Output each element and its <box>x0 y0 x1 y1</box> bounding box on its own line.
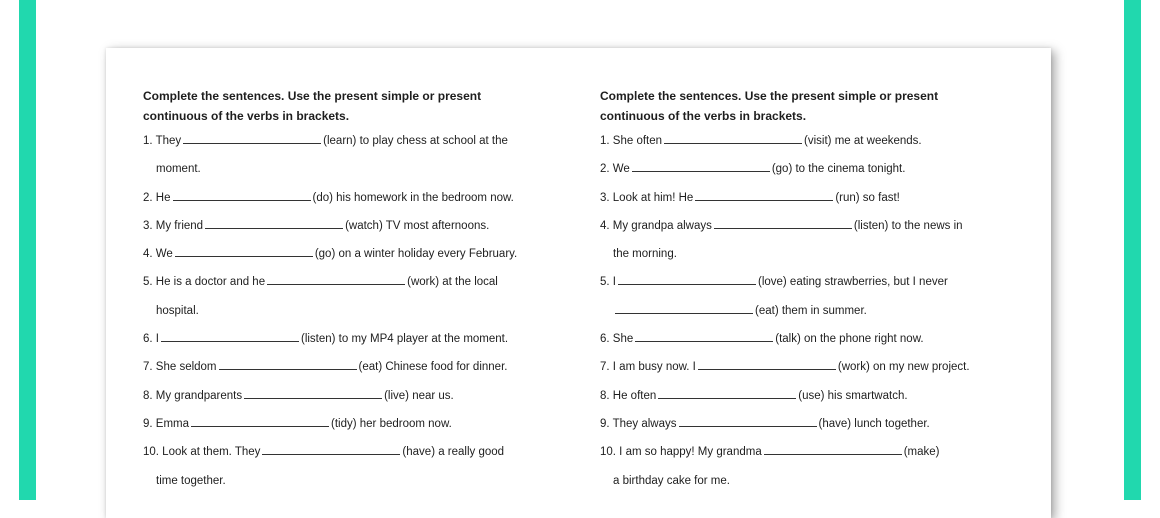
instruction <box>600 86 1030 126</box>
sentence-start: 6. I <box>143 333 159 346</box>
sentence-end: (live) near us. <box>384 389 454 402</box>
answer-blank[interactable] <box>161 332 299 342</box>
left-exercise <box>143 86 573 495</box>
sentence-end: (tidy) her bedroom now. <box>331 417 452 430</box>
sentence-continuation: the morning. <box>613 248 677 261</box>
answer-blank[interactable] <box>615 304 753 314</box>
exercise-item <box>600 268 1030 325</box>
answer-blank[interactable] <box>205 219 343 229</box>
sentence-end: (talk) on the phone right now. <box>775 333 924 346</box>
sentence-end: (make) <box>903 446 940 459</box>
sentence-end: (listen) to my MP4 player at the moment. <box>300 333 509 346</box>
exercise-item <box>143 240 573 268</box>
exercise-item <box>143 353 573 381</box>
sentence-start: 5. I <box>600 276 616 289</box>
answer-blank[interactable] <box>695 191 833 201</box>
exercise-item <box>600 212 1030 269</box>
answer-blank[interactable] <box>764 445 902 455</box>
sentence-end: (go) to the cinema tonight. <box>771 163 906 176</box>
sentence-continuation: a birthday cake for me. <box>613 474 730 487</box>
sentence-start: 5. He is a doctor and he <box>143 276 266 289</box>
answer-blank[interactable] <box>698 360 836 370</box>
instruction <box>143 86 573 126</box>
sentence-continuation <box>600 297 1030 325</box>
sentence-start: 1. She often <box>600 135 663 147</box>
sentence-start: 4. My grandpa always <box>600 219 712 232</box>
answer-blank[interactable] <box>714 219 852 229</box>
sentence-end: (eat) Chinese food for dinner. <box>358 361 508 374</box>
sentence-end: (have) a really good <box>402 446 505 459</box>
sentence-start: 2. He <box>143 191 171 204</box>
sentence-end: (love) eating strawberries, but I never <box>757 276 948 289</box>
exercise-item <box>600 325 1030 353</box>
exercise-item <box>143 410 573 438</box>
sentence-continuation: hospital. <box>156 304 199 317</box>
sentence-end: (visit) me at weekends. <box>804 135 922 147</box>
exercise-item <box>143 438 573 495</box>
exercise-item <box>143 382 573 410</box>
exercise-items <box>143 127 573 495</box>
exercise-items <box>600 127 1030 495</box>
sentence-end: (watch) TV most afternoons. <box>345 219 490 232</box>
sentence-end: (listen) to the news in <box>853 219 963 232</box>
sentence-start: 9. Emma <box>143 417 190 430</box>
answer-blank[interactable] <box>267 275 405 285</box>
instruction-line: continuous of the verbs in brackets. <box>143 109 350 123</box>
sentence-end: (use) his smartwatch. <box>798 389 908 402</box>
sentence-start: 1. They <box>143 135 182 147</box>
sentence-end: (have) lunch together. <box>818 417 930 430</box>
answer-blank[interactable] <box>175 247 313 257</box>
instruction-line: Complete the sentences. Use the present simple or present <box>600 89 939 103</box>
sentence-end: (eat) them in summer. <box>755 304 867 317</box>
sentence-end: (work) on my new project. <box>837 361 970 374</box>
sentence-start: 8. He often <box>600 389 657 402</box>
answer-blank[interactable] <box>173 191 311 201</box>
sentence-start: 6. She <box>600 333 634 346</box>
answer-blank[interactable] <box>664 134 802 144</box>
exercise-item <box>600 382 1030 410</box>
answer-blank[interactable] <box>658 389 796 399</box>
sentence-start: 10. Look at them. They <box>143 446 261 459</box>
frame-right-border <box>1124 0 1141 500</box>
sentence-start: 8. My grandparents <box>143 389 243 402</box>
answer-blank[interactable] <box>219 360 357 370</box>
exercise-item <box>600 155 1030 183</box>
answer-blank[interactable] <box>183 134 321 144</box>
answer-blank[interactable] <box>679 417 817 427</box>
sentence-start: 7. I am busy now. I <box>600 361 696 374</box>
instruction-line: continuous of the verbs in brackets. <box>600 109 807 123</box>
frame-left-border <box>19 0 36 500</box>
sentence-start: 7. She seldom <box>143 361 217 374</box>
answer-blank[interactable] <box>632 162 770 172</box>
exercise-item <box>600 410 1030 438</box>
sentence-start: 3. My friend <box>143 219 204 232</box>
answer-blank[interactable] <box>191 417 329 427</box>
exercise-item <box>143 325 573 353</box>
sentence-end: (learn) to play chess at school at the <box>323 135 508 147</box>
exercise-item <box>600 127 1030 155</box>
right-exercise <box>600 86 1030 495</box>
exercise-item <box>600 438 1030 495</box>
sentence-end: (go) on a winter holiday every February. <box>314 248 518 261</box>
answer-blank[interactable] <box>244 389 382 399</box>
instruction-line: Complete the sentences. Use the present simple or present <box>143 89 482 103</box>
exercise-item <box>143 184 573 212</box>
sentence-start: 2. We <box>600 163 630 176</box>
sentence-start: 3. Look at him! He <box>600 191 694 204</box>
exercise-item <box>600 184 1030 212</box>
exercise-item <box>143 212 573 240</box>
sentence-end: (run) so fast! <box>835 191 900 204</box>
sentence-end: (work) at the local <box>407 276 498 289</box>
sentence-start: 4. We <box>143 248 173 261</box>
sentence-continuation: moment. <box>156 163 201 176</box>
exercise-item <box>600 353 1030 381</box>
answer-blank[interactable] <box>635 332 773 342</box>
sentence-start: 10. I am so happy! My grandma <box>600 446 762 459</box>
exercise-item <box>143 127 573 184</box>
sentence-continuation: time together. <box>156 474 226 487</box>
answer-blank[interactable] <box>262 445 400 455</box>
answer-blank[interactable] <box>618 275 756 285</box>
sentence-start: 9. They always <box>600 417 677 430</box>
sentence-end: (do) his homework in the bedroom now. <box>312 191 514 204</box>
exercise-item <box>143 268 573 325</box>
